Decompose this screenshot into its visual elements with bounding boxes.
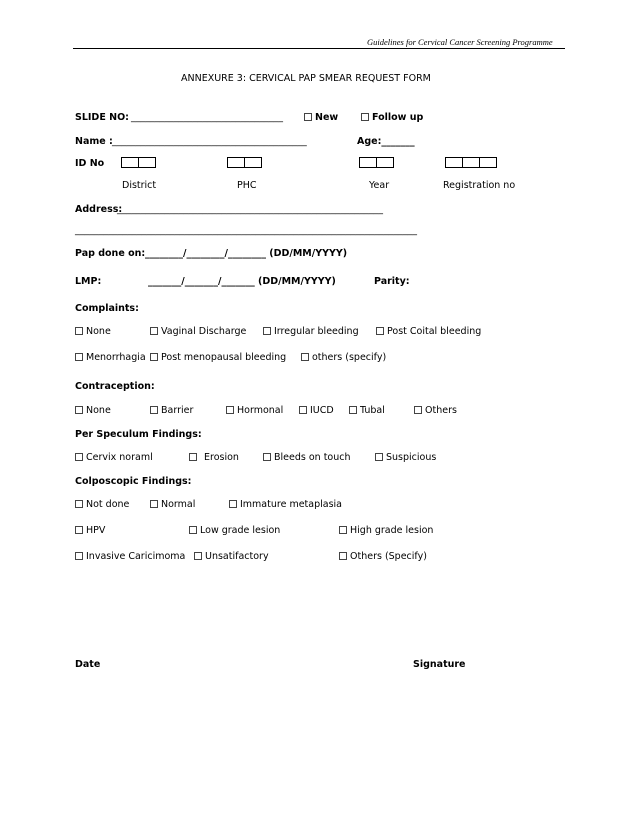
year-boxes[interactable] [359,157,394,168]
colposcopic-not-done[interactable]: Not done [75,499,129,510]
checkbox[interactable] [376,327,384,335]
address-label: Address: [75,204,123,215]
registration-box[interactable] [479,157,497,168]
contraception-hormonal[interactable]: Hormonal [226,405,283,416]
checkbox[interactable] [150,327,158,335]
colposcopic-hpv[interactable]: HPV [75,525,105,536]
checkbox[interactable] [226,406,234,414]
complaint-post-coital-bleeding[interactable]: Post Coital bleeding [376,326,481,337]
contraception-none[interactable]: None [75,405,111,416]
running-header: Guidelines for Cervical Cancer Screening Programme [367,37,553,47]
id-no-label: ID No [75,158,105,169]
speculum-bleeds-on-touch[interactable]: Bleeds on touch [263,452,351,463]
checkbox[interactable] [75,406,83,414]
checkbox[interactable] [375,453,383,461]
year-box[interactable] [376,157,394,168]
complaints-heading: Complaints: [75,303,139,314]
registration-boxes[interactable] [445,157,497,168]
colposcopic-unsatisfactory[interactable]: Unsatifactory [194,551,269,562]
colposcopic-high-grade-lesion[interactable]: High grade lesion [339,525,433,536]
slide-no-label: SLIDE NO: [75,112,129,123]
checkbox[interactable] [301,353,309,361]
checkbox[interactable] [75,552,83,560]
parity-field[interactable]: Parity: [374,276,410,287]
registration-box[interactable] [462,157,480,168]
complaint-irregular-bleeding[interactable]: Irregular bleeding [263,326,359,337]
colposcopic-low-grade-lesion[interactable]: Low grade lesion [189,525,280,536]
checkbox[interactable] [339,552,347,560]
complaint-vaginal-discharge[interactable]: Vaginal Discharge [150,326,246,337]
name-label: Name : [75,136,113,147]
checkbox[interactable] [150,500,158,508]
complaint-post-menopausal-bleeding[interactable]: Post menopausal bleeding [150,352,286,363]
speculum-suspicious[interactable]: Suspicious [375,452,436,463]
name-field[interactable]: _________________________________________ [112,136,307,147]
checkbox[interactable] [339,526,347,534]
new-checkbox[interactable] [304,113,312,121]
checkbox[interactable] [150,406,158,414]
checkbox[interactable] [150,353,158,361]
phc-boxes[interactable] [227,157,262,168]
pap-date-field[interactable]: ________/________/________ (DD/MM/YYYY) [145,248,348,259]
pap-label: Pap done on: [75,248,146,259]
contraception-iucd[interactable]: IUCD [299,405,334,416]
phc-box[interactable] [227,157,245,168]
checkbox[interactable] [75,327,83,335]
checkbox[interactable] [75,526,83,534]
district-caption: District [122,180,157,191]
district-box[interactable] [121,157,139,168]
speculum-cervix-normal[interactable]: Cervix noraml [75,452,153,463]
slide-new-option[interactable]: New [304,112,338,123]
checkbox[interactable] [349,406,357,414]
checkbox[interactable] [194,552,202,560]
colposcopic-invasive-carcinoma[interactable]: Invasive Caricimoma [75,551,185,562]
registration-caption: Registration no [443,180,516,191]
lmp-date-field[interactable]: _______/_______/_______ (DD/MM/YYYY) [148,276,336,287]
year-box[interactable] [359,157,377,168]
slide-follow-up-option[interactable]: Follow up [361,112,423,123]
header-rule [73,48,565,49]
checkbox[interactable] [189,453,197,461]
lmp-label: LMP: [75,276,102,287]
checkbox[interactable] [75,353,83,361]
colposcopic-others[interactable]: Others (Specify) [339,551,427,562]
form-title: ANNEXURE 3: CERVICAL PAP SMEAR REQUEST FORM [181,73,431,84]
speculum-heading: Per Speculum Findings: [75,429,202,440]
age-field[interactable]: Age:_______ [357,136,415,147]
checkbox[interactable] [75,453,83,461]
address-field-line2[interactable]: ________________________________________________________________________ [75,225,417,236]
colposcopic-normal[interactable]: Normal [150,499,195,510]
colposcopic-immature-metaplasia[interactable]: Immature metaplasia [229,499,342,510]
complaint-others[interactable]: others (specify) [301,352,386,363]
contraception-others[interactable]: Others [414,405,457,416]
year-caption: Year [369,180,390,191]
contraception-tubal[interactable]: Tubal [349,405,385,416]
contraception-heading: Contraception: [75,381,155,392]
registration-box[interactable] [445,157,463,168]
district-boxes[interactable] [121,157,156,168]
checkbox[interactable] [229,500,237,508]
checkbox[interactable] [263,453,271,461]
checkbox[interactable] [263,327,271,335]
address-field-line1[interactable]: ________________________________________________________ [117,204,383,215]
signature-field[interactable]: Signature [413,659,466,670]
checkbox[interactable] [299,406,307,414]
checkbox[interactable] [414,406,422,414]
colposcopic-heading: Colposcopic Findings: [75,476,192,487]
phc-caption: PHC [237,180,257,191]
slide-no-field[interactable]: ________________________________ [131,112,283,123]
date-field[interactable]: Date [75,659,101,670]
checkbox[interactable] [189,526,197,534]
complaint-none[interactable]: None [75,326,111,337]
complaint-menorrhagia[interactable]: Menorrhagia [75,352,146,363]
checkbox[interactable] [75,500,83,508]
contraception-barrier[interactable]: Barrier [150,405,193,416]
speculum-erosion[interactable]: Erosion [189,452,239,463]
district-box[interactable] [138,157,156,168]
follow-up-checkbox[interactable] [361,113,369,121]
phc-box[interactable] [244,157,262,168]
